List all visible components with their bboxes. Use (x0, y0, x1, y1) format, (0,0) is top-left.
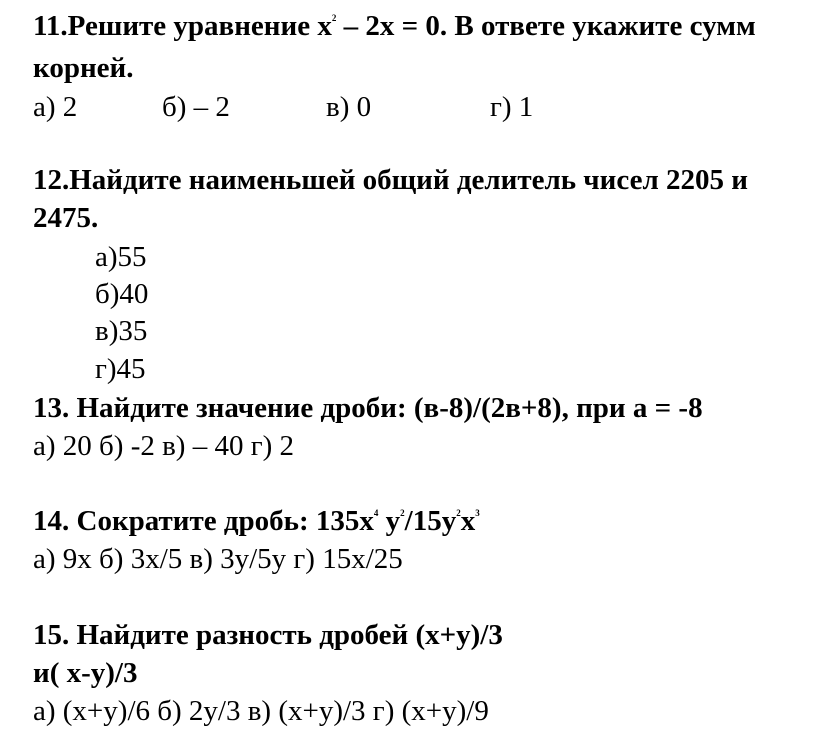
question-14-text-1: 14. Сократите дробь: 135x (33, 505, 374, 537)
question-14-text-4: x (460, 505, 476, 537)
question-13-options: а) 20 б) -2 в) – 40 г) 2 (33, 430, 294, 462)
question-11-text-end: – 2x = 0. В ответе укажите сумм (336, 10, 756, 42)
question-15-line-2: и( x-y)/3 (33, 657, 138, 689)
question-12-line-1: 12.Найдите наименьшей общий делитель чисел 2205 и (33, 164, 748, 196)
question-14-title (33, 504, 480, 538)
question-11-line-2: корней. (33, 52, 134, 84)
question-12-line-2: 2475. (33, 202, 99, 234)
question-15-line-1: 15. Найдите разность дробей (x+y)/3 (33, 619, 503, 651)
question-12-option-a: а)55 (95, 241, 147, 273)
question-11-text-start: 11.Решите уравнение x (33, 10, 332, 42)
question-14-exponent-2: 2 (400, 508, 405, 518)
question-11-exponent: 2 (331, 13, 337, 23)
question-11-option-a: а) 2 (33, 91, 78, 123)
question-12-option-c: в)35 (95, 315, 148, 347)
question-12-option-b: б)40 (95, 278, 149, 310)
question-11-line-1 (33, 9, 756, 43)
question-11-option-d: г) 1 (490, 91, 534, 123)
question-14-text-3: /15y (404, 505, 457, 537)
question-15-options: а) (х+у)/6 б) 2у/3 в) (х+у)/3 г) (х+у)/9 (33, 695, 489, 727)
question-11-option-c: в) 0 (326, 91, 372, 123)
question-13-title: 13. Найдите значение дроби: (в-8)/(2в+8), при а = -8 (33, 392, 703, 424)
question-14-text-2: y (378, 505, 401, 537)
question-12-option-d: г)45 (95, 353, 146, 385)
question-14-options: а) 9х б) 3х/5 в) 3у/5у г) 15х/25 (33, 543, 403, 575)
question-14-exponent-1: 4 (373, 508, 379, 518)
question-14-exponent-4: 3 (475, 508, 480, 518)
question-14-exponent-3: 2 (456, 508, 461, 518)
question-11-option-b: б) – 2 (162, 91, 230, 123)
